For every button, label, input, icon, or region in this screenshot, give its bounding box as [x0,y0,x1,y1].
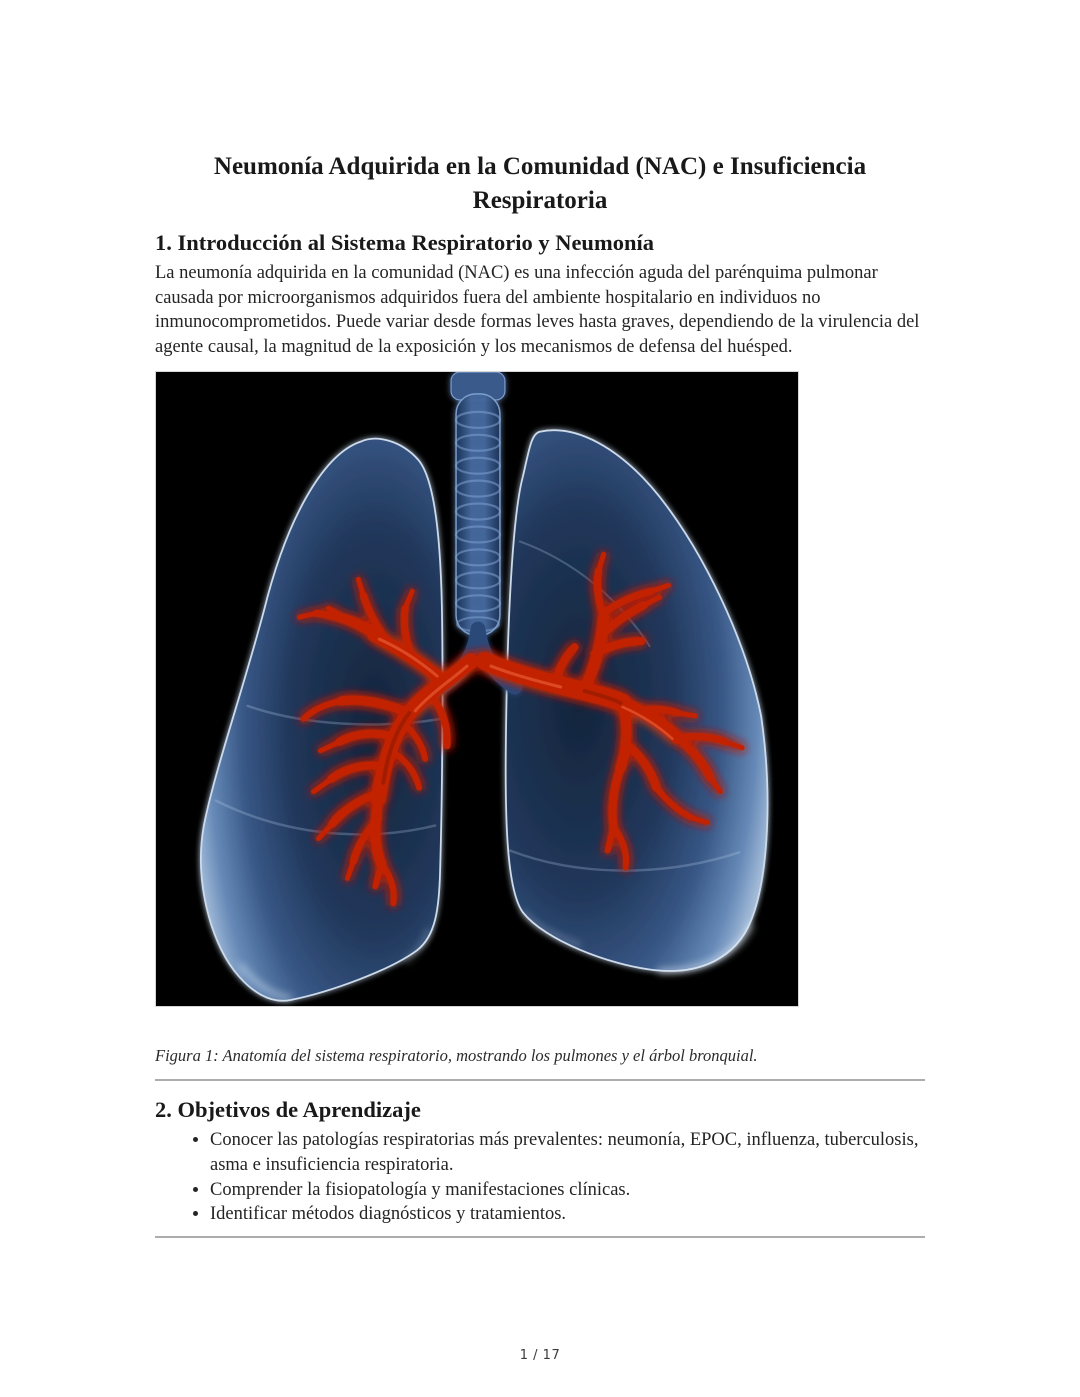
divider [155,1236,925,1238]
section-heading-objetivos: 2. Objetivos de Aprendizaje [155,1097,421,1123]
objectives-list [155,1128,925,1226]
lungs-image-frame [155,371,799,1007]
divider [155,1079,925,1081]
document-content [155,0,925,1238]
document-title: Neumonía Adquirida en la Comunidad (NAC) e Insuficiencia Respiratoria [213,153,867,214]
list-item: • Identificar métodos diagnósticos y tratamientos. [210,1202,925,1227]
list-item: • Comprender la fisiopatología y manifestaciones clínicas. [210,1178,925,1203]
list-item: • Conocer las patologías respiratorias más prevalentes: neumonía, EPOC, influenza, tuberculosis, asma e insuficiencia respiratoria. [210,1128,925,1177]
page-number: 1 / 17 [519,1348,561,1363]
lungs-xray-illustration [156,372,798,1006]
figure-lungs [155,371,799,1066]
figure-caption: Figura 1: Anatomía del sistema respiratorio, mostrando los pulmones y el árbol bronquial. [155,1046,758,1066]
section-heading-introduccion: 1. Introducción al Sistema Respiratorio y Neumonía [155,230,654,255]
intro-paragraph: La neumonía adquirida en la comunidad (NAC) es una infección aguda del parénquima pulmonar causada por microorganismos adquiridos fuera del ambiente hospitalario en individuos no inmunocomprometidos. Puede variar desde formas leves hasta graves, dependiendo de la virulencia del agente causal, la magnitud de la exposición y los mecanismos de defensa del huésped. [155,263,920,357]
